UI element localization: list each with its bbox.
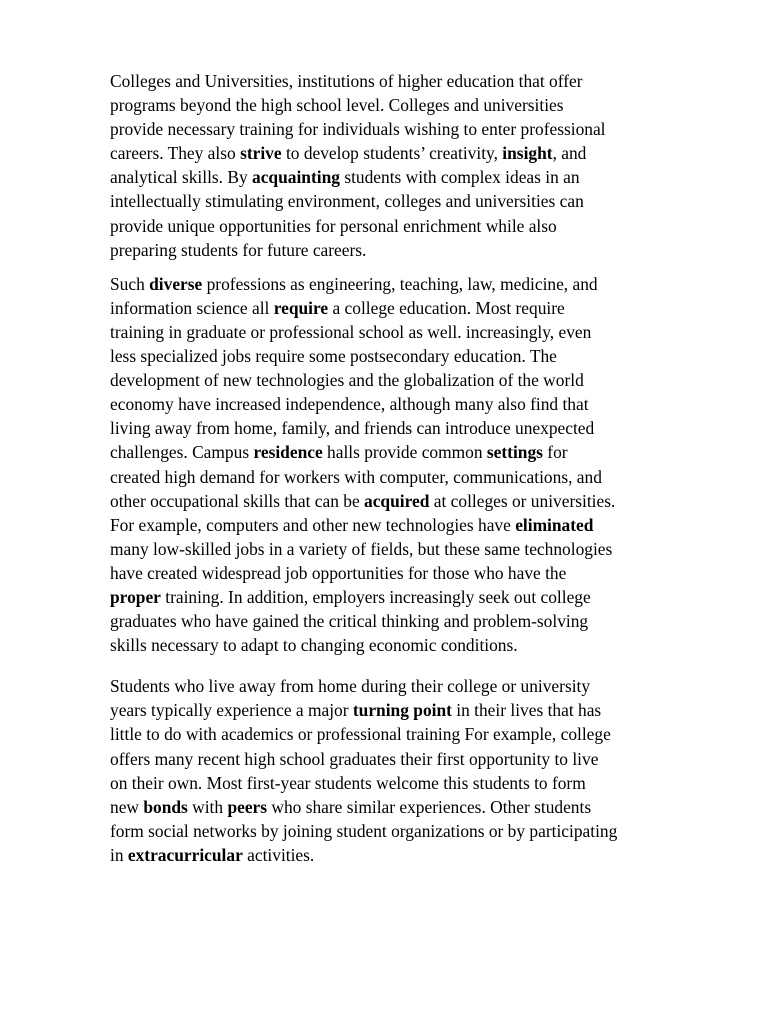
text-run: preparing students for future careers. — [110, 239, 367, 260]
bold-term: require — [273, 297, 329, 318]
bold-term: eliminated — [515, 514, 594, 535]
text-run: careers. They also — [110, 143, 241, 164]
paragraph-2 — [110, 272, 720, 658]
text-run: For example, computers and other new technologies have — [110, 514, 516, 535]
text-run: a college education. Most require — [328, 297, 565, 318]
text-run: on their own. Most first-year students welcome this students to form — [110, 772, 586, 793]
text-run: information science all — [110, 297, 274, 318]
text-run: programs beyond the high school level. Colleges and universities — [110, 95, 564, 116]
text-line — [110, 296, 720, 320]
text-line — [110, 238, 720, 262]
text-line — [110, 272, 720, 296]
text-line — [110, 93, 720, 117]
text-run: Students who live away from home during their college or university — [110, 676, 591, 697]
document-page — [110, 69, 720, 867]
text-line — [110, 698, 720, 722]
text-line — [110, 747, 720, 771]
text-run: other occupational skills that can be — [110, 490, 365, 511]
bold-term: acquired — [364, 490, 430, 511]
text-run: provide necessary training for individuals wishing to enter professional — [110, 119, 606, 140]
text-run: in their lives that has — [451, 700, 602, 721]
bold-term: extracurricular — [127, 844, 243, 865]
text-line — [110, 141, 720, 165]
text-run: professions as engineering, teaching, law, medicine, and — [202, 273, 598, 294]
text-line — [110, 465, 720, 489]
bold-term: proper — [110, 586, 161, 607]
text-line — [110, 585, 720, 609]
text-line — [110, 344, 720, 368]
text-line — [110, 320, 720, 344]
text-run: students with complex ideas in an — [339, 167, 580, 188]
bold-term: insight — [502, 143, 553, 164]
bold-term: settings — [486, 442, 543, 463]
text-run: skills necessary to adapt to changing economic conditions. — [110, 635, 518, 656]
text-run: economy have increased independence, although many also find that — [110, 394, 589, 415]
text-line — [110, 771, 720, 795]
text-line — [110, 165, 720, 189]
text-run: Colleges and Universities, institutions of higher education that offer — [110, 71, 583, 91]
text-run: with — [187, 796, 228, 817]
text-run: in — [110, 844, 128, 865]
text-run: activities. — [242, 844, 315, 865]
text-run: training. In addition, employers increasingly seek out college — [160, 586, 591, 607]
text-run: analytical skills. By — [110, 167, 253, 188]
text-line — [110, 843, 720, 867]
text-line — [110, 609, 720, 633]
text-run: offers many recent high school graduates their first opportunity to live — [110, 748, 599, 769]
text-line — [110, 722, 720, 746]
bold-term: diverse — [149, 273, 203, 294]
text-run: provide unique opportunities for personal enrichment while also — [110, 215, 557, 236]
text-line — [110, 214, 720, 238]
bold-term: bonds — [143, 796, 188, 817]
text-run: halls provide common — [322, 442, 487, 463]
bold-term: turning point — [352, 700, 452, 721]
paragraph-3 — [110, 674, 720, 867]
text-line — [110, 189, 720, 213]
text-line — [110, 561, 720, 585]
text-run: graduates who have gained the critical thinking and problem-solving — [110, 611, 589, 632]
bold-term: acquainting — [252, 167, 340, 188]
text-line — [110, 69, 720, 93]
text-line — [110, 392, 720, 416]
text-run: form social networks by joining student organizations or by participating — [110, 820, 618, 841]
text-line — [110, 513, 720, 537]
bold-term: peers — [227, 796, 268, 817]
text-run: created high demand for workers with computer, communications, and — [110, 466, 602, 487]
text-run: for — [542, 442, 568, 463]
text-line — [110, 795, 720, 819]
text-run: development of new technologies and the globalization of the world — [110, 370, 584, 391]
bold-term: residence — [253, 442, 323, 463]
text-run: Such — [110, 273, 150, 294]
text-run: have created widespread job opportunities for those who have the — [110, 562, 567, 583]
paragraph-1 — [110, 69, 720, 262]
text-line — [110, 368, 720, 392]
text-run: to develop students’ creativity, — [281, 143, 503, 164]
text-run: less specialized jobs require some postsecondary education. The — [110, 346, 557, 367]
text-line — [110, 674, 720, 698]
text-line — [110, 416, 720, 440]
text-run: training in graduate or professional school as well. increasingly, even — [110, 321, 592, 342]
bold-term: strive — [240, 143, 282, 164]
text-run: living away from home, family, and friends can introduce unexpected — [110, 418, 595, 439]
text-line — [110, 440, 720, 464]
text-run: at colleges or universities. — [429, 490, 616, 511]
text-line — [110, 489, 720, 513]
text-run: challenges. Campus — [110, 442, 254, 463]
text-run: little to do with academics or professional training For example, college — [110, 724, 611, 745]
text-line — [110, 117, 720, 141]
text-run: intellectually stimulating environment, colleges and universities can — [110, 191, 584, 212]
text-line — [110, 537, 720, 561]
text-run: years typically experience a major — [110, 700, 353, 721]
text-run: many low-skilled jobs in a variety of fields, but these same technologies — [110, 538, 613, 559]
text-run: , and — [552, 143, 587, 164]
text-line — [110, 819, 720, 843]
text-line — [110, 633, 720, 657]
text-run: new — [110, 796, 144, 817]
text-run: who share similar experiences. Other students — [267, 796, 592, 817]
